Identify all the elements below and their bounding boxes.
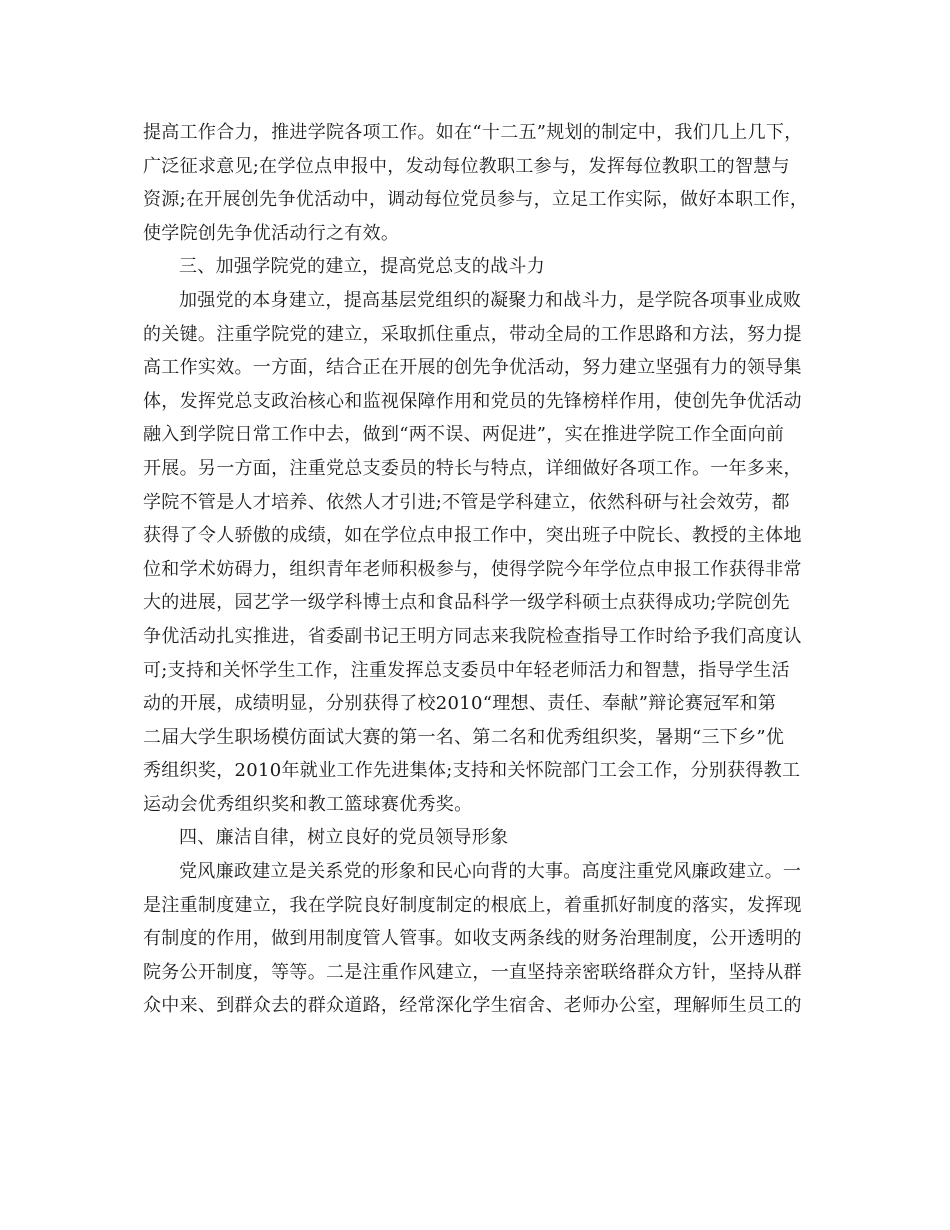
text-line: 运动会优秀组织奖和教工篮球赛优秀奖。 <box>143 793 473 815</box>
text-line: 是注重制度建立，我在学院良好制度制定的根底上，着重抓好制度的落实，发挥现 <box>143 894 802 916</box>
text-line: 高工作实效。一方面，结合正在开展的创先争优活动，努力建立坚强有力的领导集 <box>143 357 802 379</box>
text-line: 使学院创先争优活动行之有效。 <box>143 222 400 244</box>
text-line: 众中来、到群众去的群众道路，经常深化学生宿舍、老师办公室，理解师生员工的 <box>143 995 802 1017</box>
text-line: 提高工作合力，推进学院各项工作。如在“十二五”规划的制定中，我们几上几下， <box>143 122 803 143</box>
text-line: 位和学术妨碍力，组织青年老师积极参与，使得学院今年学位点申报工作获得非常 <box>143 558 802 580</box>
text-line: 有制度的作用，做到用制度管人管事。如收支两条线的财务治理制度，公开透明的 <box>143 928 802 950</box>
text-line: 动的开展，成绩明显，分别获得了校2010“理想、责任、奉献”辩论赛冠军和第 <box>143 693 777 715</box>
text-line: 开展。另一方面，注重党总支委员的特长与特点，详细做好各项工作。一年多来， <box>143 457 802 479</box>
text-line: 院务公开制度，等等。二是注重作风建立，一直坚持亲密联络群众方针，坚持从群 <box>143 961 802 983</box>
text-line: 二届大学生职场模仿面试大赛的第一名、第二名和优秀组织奖，暑期“三下乡”优 <box>143 726 785 748</box>
text-line: 四、廉洁自律，树立良好的党员领导形象 <box>179 827 509 849</box>
text-line: 秀组织奖，2010年就业工作先进集体;支持和关怀院部门工会工作，分别获得教工 <box>143 760 801 782</box>
text-line: 融入到学院日常工作中去，做到“两不误、两促进”，实在推进学院工作全面向前 <box>143 424 785 446</box>
text-line: 大的进展，园艺学一级学科博士点和食品科学一级学科硕士点获得成功;学院创先 <box>143 592 790 614</box>
text-line: 加强党的本身建立，提高基层党组织的凝聚力和战斗力，是学院各项事业成败 <box>179 289 802 311</box>
document-body <box>143 116 815 1023</box>
text-line: 学院不管是人才培养、依然人才引进;不管是学科建立，依然科研与社会效劳，都 <box>143 491 790 513</box>
text-line: 资源;在开展创先争优活动中，调动每位党员参与，立足工作实际，做好本职工作， <box>143 189 809 211</box>
text-line: 三、加强学院党的建立，提高党总支的战斗力 <box>179 256 545 278</box>
text-line: 可;支持和关怀学生工作，注重发挥总支委员中年轻老师活力和智慧，指导学生活 <box>143 659 790 681</box>
text-line: 党风廉政建立是关系党的形象和民心向背的大事。高度注重党风廉政建立。一 <box>179 861 802 883</box>
text-line: 争优活动扎实推进，省委副书记王明方同志来我院检查指导工作时给予我们高度认 <box>143 625 802 647</box>
text-line: 获得了令人骄傲的成绩，如在学位点申报工作中，突出班子中院长、教授的主体地 <box>143 525 802 547</box>
text-line: 广泛征求意见;在学位点申报中，发动每位教职工参与，发挥每位教职工的智慧与 <box>143 155 790 177</box>
text-line: 体，发挥党总支政治核心和监视保障作用和党员的先锋榜样作用，使创先争优活动 <box>143 390 802 412</box>
text-line: 的关键。注重学院党的建立，采取抓住重点，带动全局的工作思路和方法，努力提 <box>143 323 802 345</box>
